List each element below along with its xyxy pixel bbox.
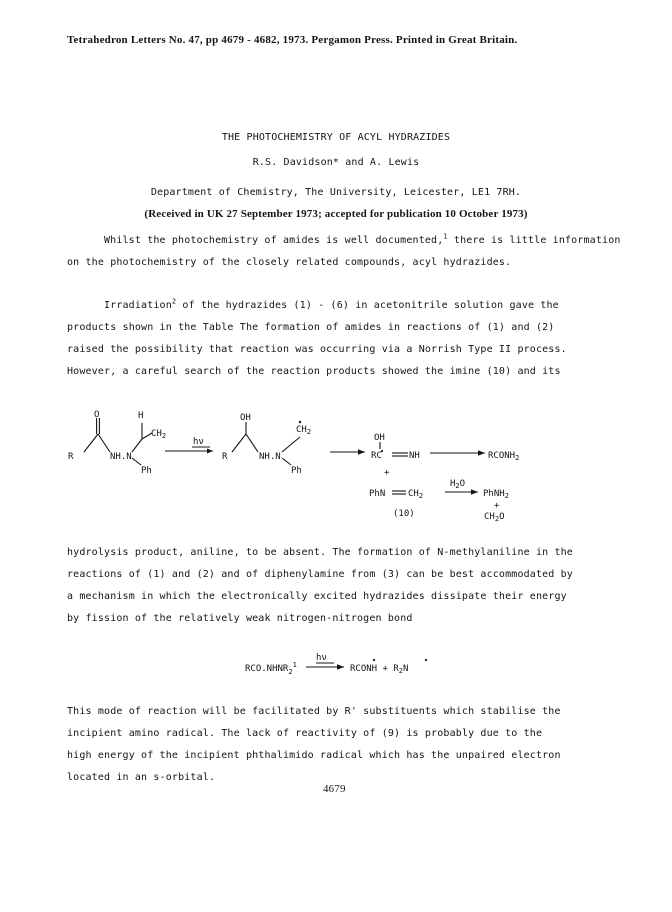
authors: R.S. Davidson* and A. Lewis	[252, 157, 420, 168]
ph-label-2: Ph	[291, 466, 302, 476]
paragraph-1-line-1: Whilst the photochemistry of amides is well documented,$^1$ there is little information	[104, 232, 621, 246]
compound-10-label: (10)	[393, 509, 415, 519]
paper-title: THE PHOTOCHEMISTRY OF ACYL HYDRAZIDES	[221, 132, 451, 143]
r-label-2: R	[222, 452, 228, 462]
paragraph-2-line-1: Irradiation$^2$ of the hydrazides (1) - (6) in acetonitrile solution gave the	[104, 297, 559, 311]
paragraph-4-line-1: This mode of reaction will be facilitated by R' substituents which stabilise the	[67, 706, 561, 717]
equation-left: $RCO.NHNR_2^1$	[245, 661, 297, 676]
ph-label: Ph	[141, 466, 152, 476]
paragraph-1-line-2: on the photochemistry of the closely related compounds, acyl hydrazides.	[67, 257, 512, 268]
paragraph-3-line-2: reactions of (1) and (2) and of diphenylamine from (3) can be best accommodated by	[67, 569, 573, 580]
ch2o-label: $CH_2O$	[484, 512, 505, 523]
rc-label: RC	[371, 451, 382, 461]
paragraph-2-line-3: raised the possibility that reaction was occurring via a Norrish Type II process.	[67, 344, 567, 355]
paragraph-4-line-4: located in an s-orbital.	[67, 772, 216, 783]
r-label: R	[68, 452, 74, 462]
ch2-imine-label: $CH_2$	[408, 489, 424, 500]
paragraph-2-line-4: However, a careful search of the reaction products showed the imine (10) and its	[67, 366, 561, 377]
hv-label-eq: hν	[316, 653, 327, 663]
paragraph-4-line-3: high energy of the incipient phthalimido radical which has the unpaired electron	[67, 750, 561, 761]
nh-label: NH	[409, 451, 420, 461]
equation-right: RCONH + $R_2N$	[350, 664, 409, 675]
nhn-label: NH.N	[110, 452, 132, 462]
ch2-radical-label: $CH_2$	[296, 425, 312, 436]
received-line: (Received in UK 27 September 1973; accepted for publication 10 October 1973)	[144, 208, 528, 220]
paragraph-2-line-2: products shown in the Table The formation of amides in reactions of (1) and (2)	[67, 322, 555, 333]
journal-header: Tetrahedron Letters No. 47, pp 4679 - 4682, 1973. Pergamon Press. Printed in Great Britain.	[67, 34, 518, 46]
paragraph-3-line-4: by fission of the relatively weak nitrogen-nitrogen bond	[67, 613, 413, 624]
oh-label-2: OH	[374, 433, 385, 443]
plus-label-2: +	[494, 501, 500, 511]
rconh2-label: $RCONH_2$	[488, 451, 520, 462]
h-label: H	[138, 411, 144, 421]
h2o-label: $H_2O$	[450, 479, 466, 490]
paragraph-3-line-1: hydrolysis product, aniline, to be absent. The formation of N-methylaniline in the	[67, 547, 573, 558]
reaction-scheme	[0, 395, 672, 525]
hv-label-1: hν	[193, 437, 204, 447]
phn-label: PhN	[369, 489, 386, 499]
plus-label: +	[384, 468, 390, 478]
bond-fission-equation	[0, 650, 672, 680]
phnh2-label: PhNH$_2$	[483, 489, 509, 500]
ch2-label: $CH_2$	[151, 429, 167, 440]
paragraph-4-line-2: incipient amino radical. The lack of reactivity of (9) is probably due to the	[67, 728, 543, 739]
nhn-label-2: NH.N	[259, 452, 281, 462]
affiliation: Department of Chemistry, The University, Leicester, LE1 7RH.	[150, 187, 522, 198]
paragraph-3-line-3: a mechanism in which the electronically excited hydrazides dissipate their energy	[67, 591, 567, 602]
carbonyl-o-label: O	[94, 410, 100, 420]
page-number: 4679	[323, 783, 346, 795]
oh-label: OH	[240, 413, 251, 423]
